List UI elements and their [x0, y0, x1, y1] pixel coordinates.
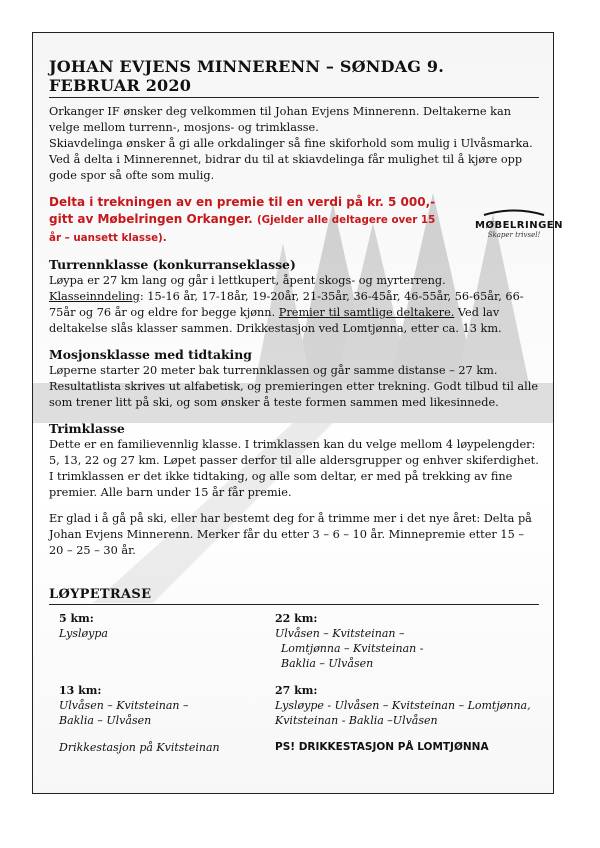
route-13km-line2: Baklia – Ulvåsen: [59, 714, 152, 727]
route-5km-label: 5 km:: [59, 612, 94, 625]
turrenn-rest: Ved lav deltakelse slås klasser sammen. Drikkestasjon ved Lomtjønna, etter ca. 13 km.: [49, 306, 502, 335]
turrenn-heading: Turrennklasse (konkurranseklasse): [49, 257, 296, 272]
route-22km-line2: Lomtjønna – Kvitsteinan -: [281, 642, 424, 655]
prize-main: Delta i trekningen av en premie til en verdi på kr. 5 000,- gitt av Møbelringen Orkanger.: [49, 195, 436, 226]
logo-name: MØBELRINGEN: [475, 220, 563, 231]
ps-note: PS! DRIKKESTASJON PÅ LOMTJØNNA: [275, 741, 489, 753]
route-27km-line2: Kvitsteinan - Baklia –Ulvåsen: [275, 714, 438, 727]
class-label: Klasseinndeling: [49, 290, 140, 303]
route-5km-desc: Lysløypa: [59, 627, 108, 640]
turrenn-classes: [49, 289, 539, 337]
route-5km: [59, 611, 269, 671]
route-27km-label: 27 km:: [275, 684, 318, 697]
route-heading: LØYPETRASE: [49, 587, 539, 605]
page-title: JOHAN EVJENS MINNERENN – SØNDAG 9. FEBRUAR 2020: [49, 57, 539, 98]
route-22km-line3: Baklia – Ulvåsen: [281, 657, 374, 670]
prize-note: (Gjelder alle deltagere over 15 år – uansett klasse).: [49, 214, 436, 244]
intro-paragraph-1: Orkanger IF ønsker deg velkommen til Johan Evjens Minnerenn. Deltakerne kan velge mellom turrenn-, mosjons- og trimklasse.: [49, 105, 512, 134]
trim-text: Dette er en familievennlig klasse. I trimklassen kan du velge mellom 4 løypelengder: 5, 13, 22 og 27 km. Løpet passer derfor til alle aldersgrupper og enhver skiferdighet. I trimklassen er det ikke tidtaking, og alle som deltar, er med på trekking av fine premier. Alle barn under 15 år får premie.: [49, 438, 539, 499]
route-13km-label: 13 km:: [59, 684, 102, 697]
route-27km: [275, 683, 545, 728]
poster-content: [49, 49, 539, 755]
logo-tagline: Skaper trivsel!: [487, 231, 541, 239]
logo-swoosh-icon: [479, 208, 549, 216]
route-13km: [59, 683, 269, 728]
route-27km-line1: Lysløype - Ulvåsen – Kvitsteinan – Lomtjønna,: [275, 699, 531, 712]
route-22km-line1: Ulvåsen – Kvitsteinan –: [275, 627, 405, 640]
route-13km-line1: Ulvåsen – Kvitsteinan –: [59, 699, 189, 712]
intro-paragraph-2: Skiavdelinga ønsker å gi alle orkdalinger så fine skiforhold som mulig i Ulvåsmarka. Ved å delta i Minnerennet, bidrar du til at skiavdelinga får mulighet til å kjøre opp gode spor så ofte som mulig.: [49, 137, 533, 182]
route-22km-label: 22 km:: [275, 612, 318, 625]
mosjon-heading: Mosjonsklasse med tidtaking: [49, 347, 252, 362]
poster-frame: [32, 32, 563, 794]
drink-station-note: Drikkestasjon på Kvitsteinan: [59, 741, 220, 754]
route-22km: [275, 611, 545, 671]
closing-text: Er glad i å gå på ski, eller har bestemt deg for å trimme mer i det nye året: Delta på Johan Evjens Minnerenn. Merker får du etter 3 – 6 – 10 år. Minnepremie etter 15 – 20 – 25 – 30 år.: [49, 512, 532, 557]
mobelringen-logo: [475, 201, 563, 239]
turrenn-line1: Løypa er 27 km lang og går i lettkupert, åpent skogs- og myrterreng.: [49, 274, 446, 287]
mosjon-text: Løperne starter 20 meter bak turrennklassen og går samme distanse – 27 km. Resultatlista skrives ut alfabetisk, og premieringen etter trekning. Godt tilbud til alle som trener litt på ski, og som ønsker å teste formen sammen med likesinnede.: [49, 364, 539, 409]
prize-announcement: [49, 194, 449, 247]
routes-grid: [49, 611, 539, 755]
trim-heading: Trimklasse: [49, 421, 125, 436]
prizes-all: Premier til samtlige deltakere.: [278, 306, 455, 319]
class-list: : 15-16 år, 17-18år, 19-20år, 21-35år, 36-45år, 46-55år, 56-65år, 66-75år og 76 år og eldre for begge kjønn.: [49, 290, 524, 319]
